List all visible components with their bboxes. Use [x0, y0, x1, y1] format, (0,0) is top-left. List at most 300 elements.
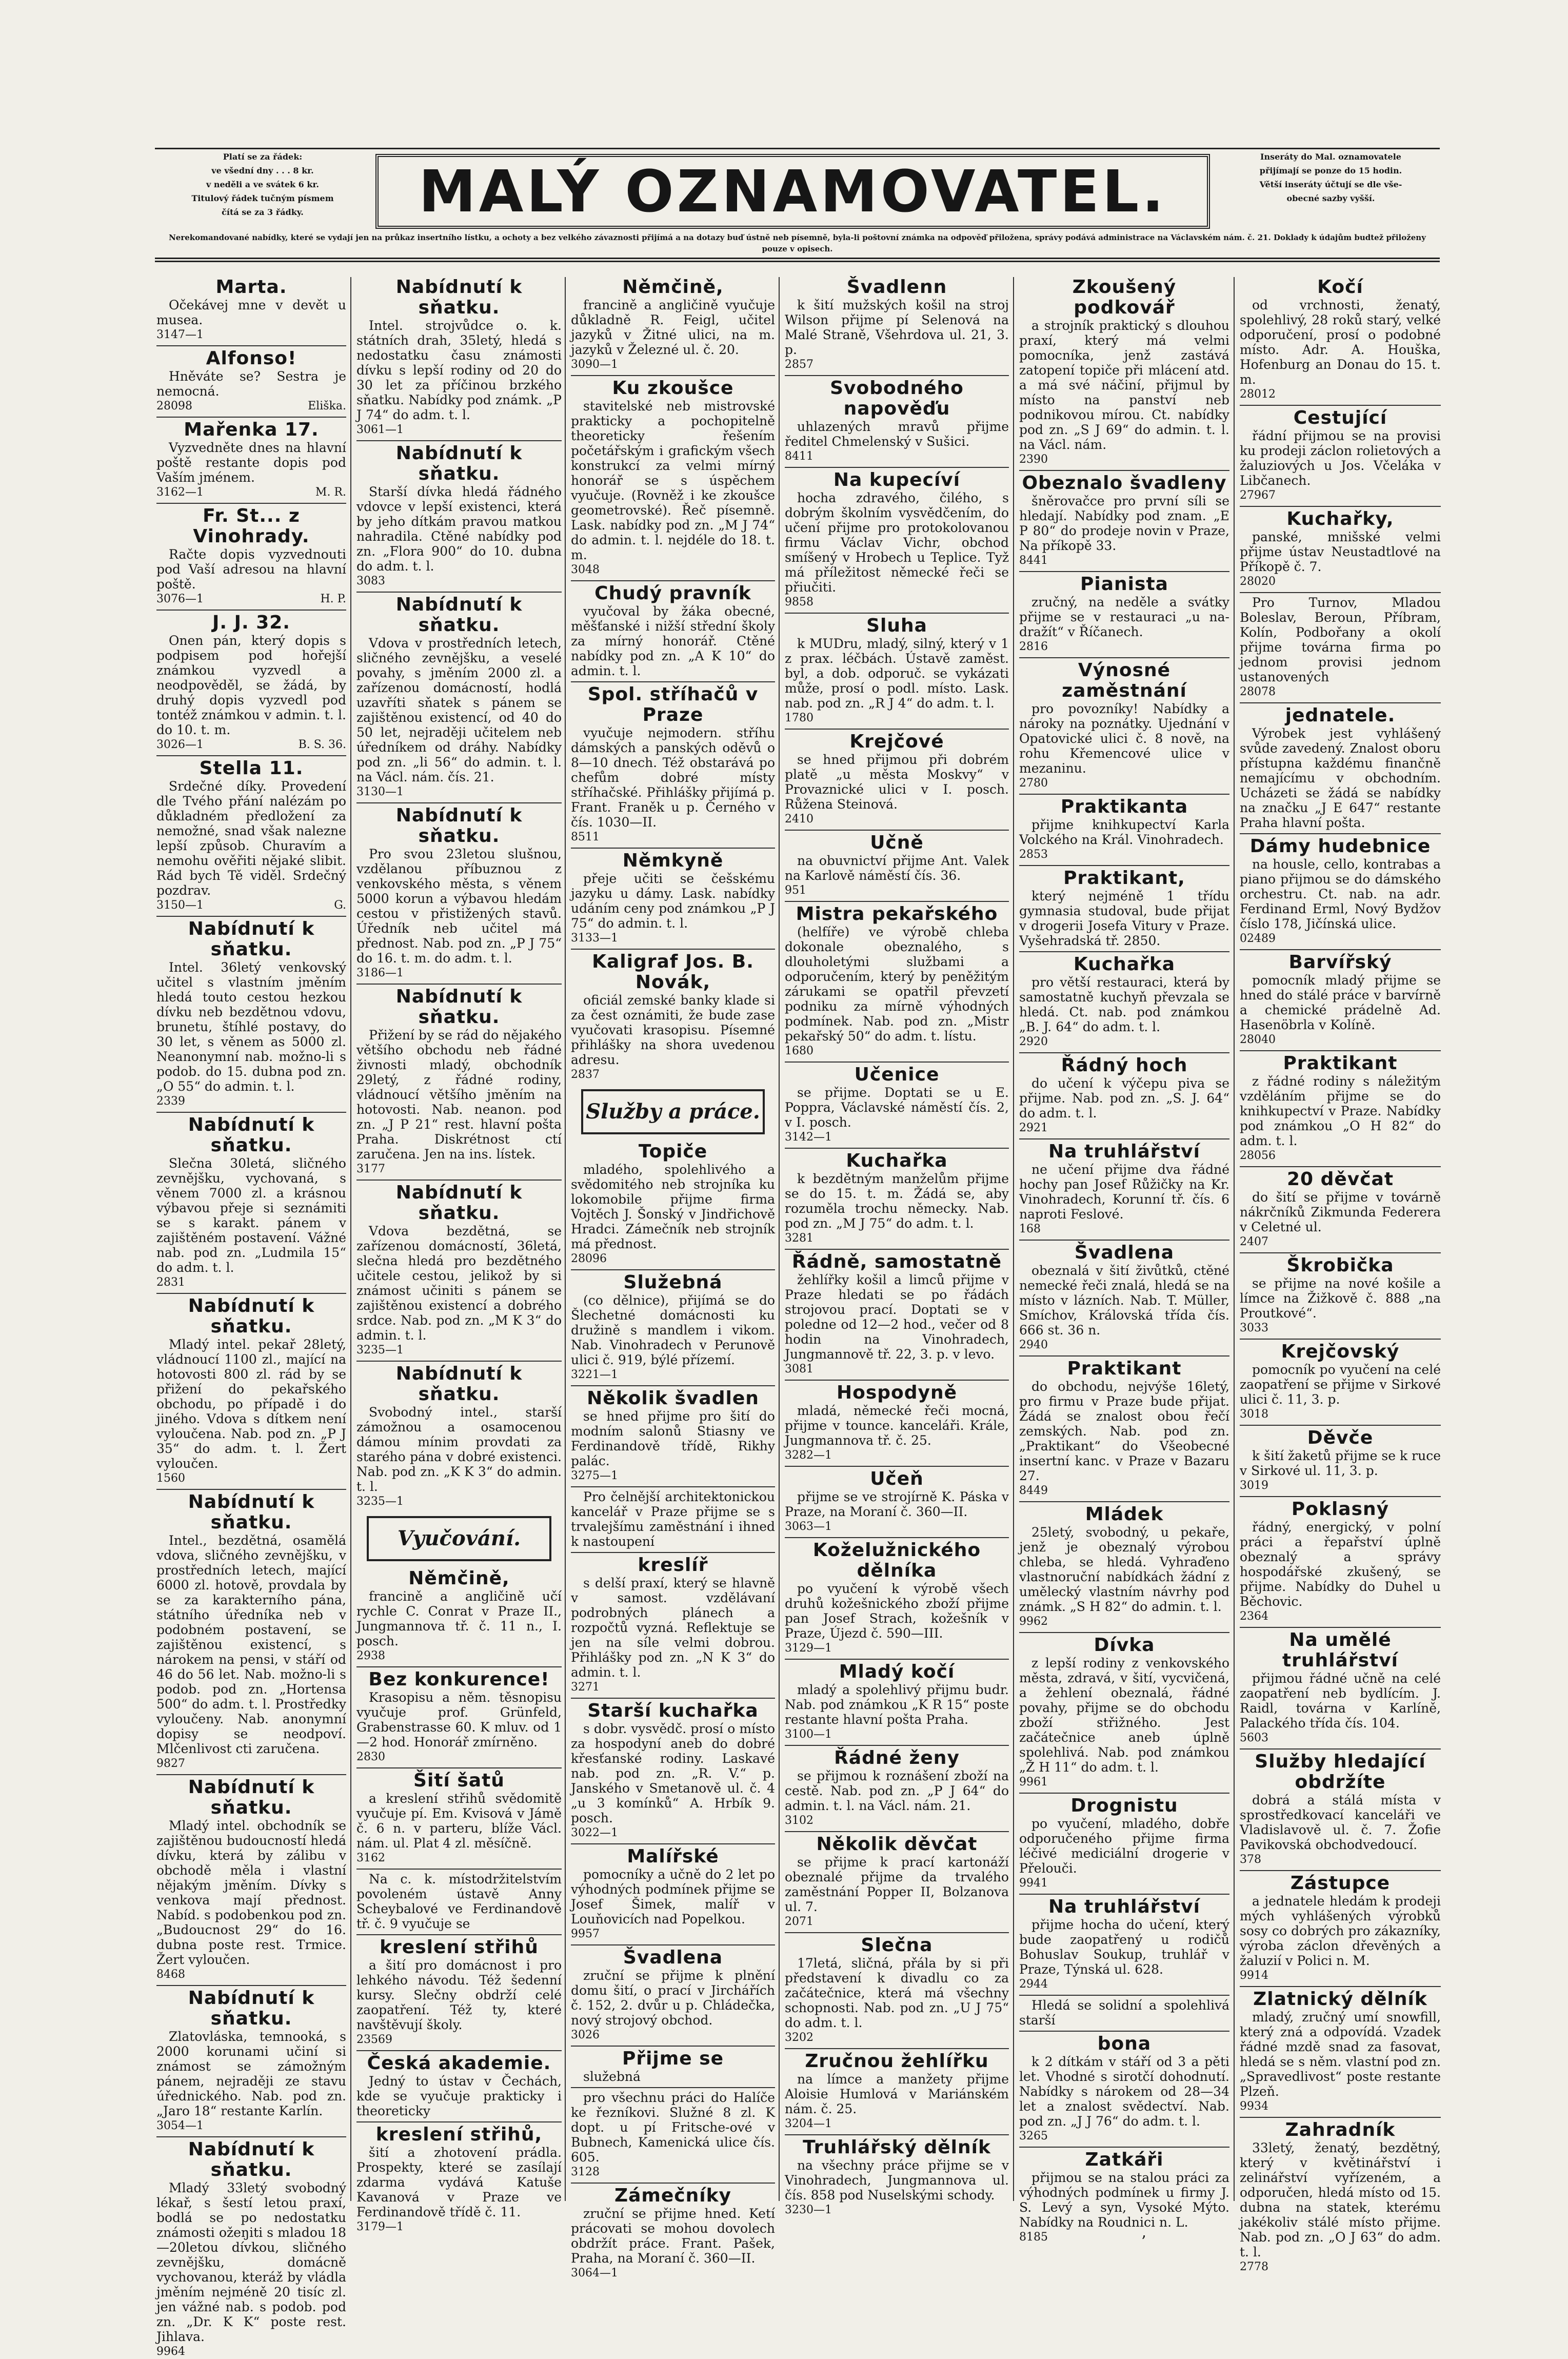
ad-reference-row	[1019, 1483, 1229, 1498]
ad-title: Ku zkoušce	[612, 378, 734, 399]
ad-reference-number: 3054—1	[156, 2119, 204, 2132]
classified-ad	[156, 1293, 346, 1486]
ad-reference-row	[356, 1494, 562, 1509]
ad-reference-row	[1240, 2099, 1441, 2114]
ad-text: Mladý intel. obchodník se zajištěnou budoucností hledá dívku, která by zálibu v obchodě měla i vlastní nějakým jměním. Dívky s venkova mají přednost. Nabíd. s podobenkou pod zn. „Budoucnost 29“ do 16. dubna poste rest. Trmice. Žert vyloučen.	[156, 1818, 346, 1967]
ad-reference-number: 3275—1	[571, 1469, 618, 1482]
ad-title: J. J. 32.	[212, 612, 290, 633]
ad-reference-number: 3090—1	[571, 358, 618, 371]
ad-title: Poklasný	[1291, 1499, 1390, 1520]
ad-reference-number: 3061—1	[356, 423, 404, 436]
ad-title: Praktikant	[1067, 1358, 1182, 1379]
column-divider	[779, 277, 780, 2201]
ad-text: Pro svou 23letou slušnou, vzdělanou příbuznou z venkovského města, s věnem 5000 korun a výbavou hledám cestou v přistižených stavů. Úředník neb učitel má přednost. Nab. pod zn. „P J 75“ do 16. t. m. do adm. t. l.	[356, 847, 562, 966]
classified-ad	[571, 1698, 775, 1840]
classified-ad	[1019, 657, 1229, 791]
info-line: Inseráty do Mal. oznamovatele	[1260, 152, 1401, 162]
ad-text: přijme hocha do učení, který bude zaopatřený u rodičů Bohuslav Soukup, truhlář v Praze, Týnská ul. 628.	[1019, 1917, 1229, 1977]
classified-ad	[571, 1843, 775, 1941]
ad-text: a strojník praktický s dlouhou praxí, který má velmi pomocníka, jenž zastává zatopení topiče při mlácení atd. a má své náčiní, přijmul by místo na panství neb podnikovou mírou. Ct. nabídky pod zn. „S J 69“ do admin. t. l. na Václ. nám.	[1019, 318, 1229, 452]
classified-ad	[1019, 2031, 1229, 2144]
ad-title: Několik švadlen	[587, 1388, 759, 1409]
ad-reference-number: 3142—1	[785, 1131, 832, 1144]
page-mark: ’	[1141, 2233, 1146, 2251]
ad-column	[1240, 277, 1441, 2273]
ad-text: Srdečné díky. Provedení dle Tvého přání nalézám po důkladném předložení za nemožné, snad však nalezne lepší způsob. Churavím a nemohu ověřiti nějaké slibit. Rád bych Tě viděl. Srdečný pozdrav.	[156, 779, 346, 898]
ad-reference-number: 3033	[1240, 1322, 1268, 1334]
ad-reference-row	[156, 2118, 346, 2133]
classified-ad	[1019, 277, 1229, 467]
ad-reference-number: 3179—1	[356, 2220, 404, 2233]
ad-title: Nabídnutí k sňatku.	[395, 1363, 523, 1405]
ad-reference-row	[156, 2344, 346, 2359]
ad-title: Cestující	[1293, 407, 1387, 428]
classified-ad	[1019, 1355, 1229, 1498]
classified-ad	[156, 916, 346, 1109]
ad-text: se hned přijme pro šití do modním salonů Stiasny ve Ferdinandově třídě, Rikhy palác.	[571, 1409, 775, 1468]
ad-reference-number: 2938	[356, 1649, 385, 1662]
classified-ad	[571, 2046, 775, 2084]
classified-ad	[785, 1932, 1009, 2045]
ad-title: 20 děvčat	[1286, 1169, 1394, 1190]
ad-title: Pianista	[1080, 574, 1168, 595]
ad-reference-row	[785, 1727, 1009, 1742]
ad-reference-number: 9961	[1019, 1776, 1048, 1788]
ad-title: bona	[1097, 2033, 1152, 2054]
ad-text: Intel. 36letý venkovský učitel s vlastním jměním hledá touto cestou hezkou dívku neb bezdětnou vdovu, brunetu, štíhlé postavy, do 30 let, s věnem as 5000 zl. Neanonymní nab. možno-li s podob. do 15. dubna pod zn. „O 55“ do admin. t. l.	[156, 960, 346, 1094]
ad-reference-number: 02489	[1240, 932, 1276, 945]
ad-title: Praktikanta	[1060, 796, 1188, 817]
ad-reference-number: 3100—1	[785, 1728, 832, 1741]
ad-title: Koželužnického dělníka	[812, 1540, 981, 1581]
ad-text: služebná	[583, 2069, 641, 2084]
ad-reference-row	[571, 2028, 775, 2042]
ad-title: Kočí	[1317, 277, 1363, 298]
ad-reference-number: 23569	[356, 2033, 392, 2046]
ad-reference-row	[785, 2203, 1009, 2217]
classified-ad	[356, 1767, 562, 1865]
ad-signature: H. P.	[320, 593, 346, 605]
pricing-box	[155, 150, 370, 232]
ad-reference-number: 3026—1	[156, 738, 204, 751]
ad-text: k 2 dítkám v stáří od 3 a pěti let. Vhodné s sirotčí dohodnutí. Nabídky s nárokem od 28—34 let a znalost svědectví. Nab. pod zn. „J J 76“ do adm. t. l.	[1019, 2054, 1229, 2129]
ad-reference-number: 5603	[1240, 1732, 1268, 1744]
ad-text: přijmou řádné učně na celé zaopatření neb bydlícím. J. Raidl, továrna v Karlíně, Palackého třída čís. 104.	[1240, 1671, 1441, 1731]
ad-text: Mladý 33letý svobodný lékař, s šestí letou praxí, bodlá se po nedostatku známosti ožeŋiti s mladou 18—20letou dívkou, sličného zevnějšku, domácně vychovanou, kteráž by vládla jměním nejméně 20 tisíc zl. jen vážné nab. s podob. pod zn. „Dr. K K“ poste rest. Jihlava.	[156, 2180, 346, 2344]
ad-text: Zlatovláska, temnooká, s 2000 korunami učiní si známost se zámožným pánem, nejraději ze stavu úřednického. Nab. pod zn. „Jaro 18“ restante Karlín.	[156, 2029, 346, 2118]
classified-ad	[571, 949, 775, 1082]
ad-title: Krejčovský	[1281, 1341, 1400, 1362]
ad-reference-row	[785, 2030, 1009, 2045]
ad-reference-row	[356, 422, 562, 437]
section-heading: Služby a práce.	[581, 1089, 765, 1134]
ad-text: vyučoval by žáka obecné, měšťanské i nižší střední školy za mírný honorář. Ctěné nabídky pod zn. „A K 10“ do admin. t. l.	[571, 604, 775, 678]
ad-reference-number: 951	[785, 884, 806, 897]
ad-text: se přijme k prací kartonáží obeznalé přijme da trvalého zaměstnání Popper II, Bolzanova ul. 7.	[785, 1855, 1009, 1914]
classified-ad	[1240, 702, 1441, 830]
ad-title: Praktikant	[1283, 1053, 1398, 1074]
classified-ad	[1240, 1339, 1441, 1422]
ad-reference-number: 2944	[1019, 1978, 1048, 1991]
classified-ad	[156, 1489, 346, 1771]
ad-text: zruční se přijme k plnění domu šití, o prací v Jirchářích č. 152, 2. dvůr u p. Chládečka, nový strojový obchod.	[571, 1968, 775, 2028]
ad-reference-row	[356, 784, 562, 799]
ad-text: (co dělnice), přijímá se do Šlechetné domácnosti ku družině s mandlem i vikom. Nab. Vinohradech v Perunově ulici č. 919, býlé přízemí.	[571, 1293, 775, 1367]
classified-ad	[785, 613, 1009, 725]
classified-ad	[1019, 951, 1229, 1049]
classified-ad	[1019, 1052, 1229, 1135]
ad-reference-number: 3162	[356, 1852, 385, 1864]
ad-reference-row	[571, 2266, 775, 2281]
ad-title: Stella 11.	[199, 758, 304, 779]
ad-reference-row	[1019, 452, 1229, 467]
ad-reference-number: 3186—1	[356, 967, 404, 979]
ad-reference-row	[156, 898, 346, 913]
ad-reference-row	[571, 1680, 775, 1695]
ad-text: Vyzvedněte dnes na hlavní poště restante dopis pod Vaším jménem.	[156, 440, 346, 485]
ad-reference-row	[1019, 776, 1229, 791]
ad-title: Kuchařka	[846, 1150, 948, 1171]
ad-text: přeje učiti se češskému jazyku u dámy. Lask. nabídky udáním ceny pod známkou „P J 75“ do admin. t. l.	[571, 871, 775, 931]
classified-ad	[1019, 1632, 1229, 1790]
ad-reference-number: 27967	[1240, 489, 1276, 502]
ad-title: Nabídnutí k sňatku.	[395, 277, 523, 318]
ad-reference-row	[1240, 1148, 1441, 1163]
ad-text: Výrobek jest vyhlášený svůde zavedený. Znalost oboru přístupna každému finančně nemajícímu v obchodním. Ucházeti se žádá se nabídky na značku „J E 647“ restante Praha hlavní pošta.	[1240, 726, 1441, 830]
ad-title: Fr. St... z Vinohrady.	[193, 505, 310, 547]
masthead-note: Nerekomandované nabídky, které se vydají jen na průkaz insertního lístku, a ochoty a bez velkého závaznosti přijímá a na dotazy buď ústně neb písemně, byla-li poštovní známka na odpověď přiložena, správy podává administrace na Václavském nám. č. 21. Doklady k údajům budtež přiloženy pouze v opisech.	[169, 233, 1426, 253]
classified-ad	[785, 901, 1009, 1058]
ad-reference-row	[571, 931, 775, 946]
ad-reference-row	[785, 1641, 1009, 1656]
ad-reference-number: 3265	[1019, 2130, 1048, 2142]
ad-reference-row	[785, 1914, 1009, 1929]
ad-title: Marta.	[215, 277, 287, 298]
ad-reference-row	[785, 1231, 1009, 1246]
ad-title: Zkoušený podkovář	[1072, 277, 1177, 318]
ad-reference-number: 3129—1	[785, 1642, 832, 1655]
ad-text: od vrchnosti, ženatý, spolehlivý, 28 roků starý, velké odporučení, prosí o podobné místo. Adr. A. Houška, Hofenburg an Donau do 15. t. m.	[1240, 298, 1441, 387]
pricing-line: čítá se za 3 řádky.	[222, 207, 304, 217]
ad-reference-number: 2778	[1240, 2260, 1268, 2273]
ad-title: Nabídnutí k sňatku.	[395, 594, 523, 636]
ad-title: Na kupecíví	[833, 469, 961, 490]
ad-text: do obchodu, nejvýše 16letý, pro firmu v Praze bude přijat. Žádá se znalost obou řečí zemských. Nab. pod zn. „Praktikant“ do Všeobecné insertní kanc. v Praze v Bazaru 27.	[1019, 1379, 1229, 1483]
ad-title: Barvířský	[1288, 952, 1392, 973]
ad-text: Vdova v prostředních letech, sličného zevnějšku, a veselé povahy, s jměním 2000 zl. a zařízenou domácností, hodlá uzavříti sňatek s pánem se zajištěnou existencí, od 40 do 50 let, nejraději učitelem neb úředníkem od dráhy. Nabídky pod zn. „li 56“ do admin. t. l. na Václ. nám. čís. 21.	[356, 636, 562, 784]
ad-title: Nabídnutí k sňatku.	[395, 443, 523, 484]
ad-title: Malířské	[627, 1846, 719, 1867]
ad-reference-row	[1240, 574, 1441, 589]
ad-reference-number: 2410	[785, 813, 813, 825]
classified-ad	[571, 1142, 775, 1266]
ad-title: Učně	[870, 832, 924, 853]
ad-title: Švadlenn	[846, 277, 947, 298]
classified-ad	[1240, 277, 1441, 402]
classified-ad	[785, 1466, 1009, 1534]
ad-reference-row	[1240, 931, 1441, 946]
ad-reference-number: 3128	[571, 2166, 600, 2178]
ad-column	[356, 277, 562, 2233]
classified-ad	[156, 277, 346, 342]
ad-title: Drognistu	[1070, 1795, 1178, 1816]
ad-reference-row	[571, 1468, 775, 1483]
ad-reference-row	[156, 737, 346, 752]
ad-text: oficiál zemské banky klade si za čest oznámiti, že bude zase vyučovati krasopisu. Písemné přihlášky na shora uvedenou adresu.	[571, 993, 775, 1067]
ad-text: a kreslení střihů svědomitě vyučuje pí. Em. Kvisová v Jámě č. 6 n. v parteru, blíže Václ. nám. ul. Plat 4 zl. měsíčně.	[356, 1791, 562, 1851]
classified-ad	[571, 681, 775, 844]
insertion-info-box	[1222, 150, 1440, 232]
ad-title: Němčině,	[408, 1568, 510, 1589]
ad-title: Na truhlářství	[1048, 1141, 1200, 1162]
ad-title: Sluha	[866, 615, 927, 636]
ad-reference-row	[1240, 387, 1441, 402]
classified-ad	[1019, 1894, 1229, 1992]
ad-text: Starší dívka hledá řádného vdovce v lepší existenci, která by jeho dítkám pravou matkou nahradila. Ctěné nabídky pod zn. „Flora 900“ do 10. dubna do adm. t. l.	[356, 484, 562, 574]
classified-ad	[156, 1985, 346, 2133]
ad-reference-row	[571, 830, 775, 844]
ad-text: šití a zhotovení prádla. Prospekty, které se zasílají zdarma vydává Katuše Kavanová v Praze ve Ferdinandově třídě č. 11.	[356, 2145, 562, 2219]
ad-text: Svobodný intel., starší zámožnou a osamocenou dámou mínim provdati za starého pána v dobré existenci. Nab. pod zn. „K K 3“ do admin. t. l.	[356, 1405, 562, 1494]
ad-reference-number: 2921	[1019, 1122, 1048, 1134]
ad-reference-row	[1019, 1876, 1229, 1891]
ad-reference-number: 2940	[1019, 1339, 1048, 1351]
ad-reference-row	[1240, 488, 1441, 503]
ad-reference-number: 2780	[1019, 777, 1048, 790]
ad-reference-row	[785, 1813, 1009, 1828]
ad-text: po vyučení k výrobě všech druhů kožešnického zboží přijme pan Josef Strach, kožešník v Praze, Újezd č. 590—III.	[785, 1581, 1009, 1641]
ad-text: Očekávej mne v devět u musea.	[156, 298, 346, 327]
ad-text: z lepší rodiny z venkovského města, zdravá, v šití, vycvičená, a žehlení obeznalá, řádné povahy, přijme se do obchodu zboží střižného. Jest začátečnice aneb úplně spolehlivá. Nab. pod známkou „Ž H 11“ do adm. t. l.	[1019, 1656, 1229, 1775]
classified-ad	[785, 1745, 1009, 1828]
ad-reference-row	[571, 2165, 775, 2179]
ad-reference-number: 3235—1	[356, 1344, 404, 1357]
ad-text: z řádné rodiny s náležitým vzděláním přijme se do knihkupectví v Praze. Nabídky pod známkou „O H 82“ do adm. t. l.	[1240, 1074, 1441, 1148]
ad-reference-number: 1680	[785, 1045, 813, 1057]
classified-ad	[571, 580, 775, 678]
ad-title: Švadlena	[623, 1947, 723, 1968]
ad-text: Jedný to ústav v Čechách, kde se vyučuje prakticky i theoreticky	[356, 2074, 562, 2118]
ad-title: Nabídnutí k sňatku.	[188, 1988, 315, 2029]
ad-title: Mladý kočí	[839, 1661, 955, 1682]
ad-text: Krasopisu a něm. těsnopisu vyučuje prof. Grünfeld, Grabenstrasse 60. K mluv. od 1—2 hod. Honorář zmírněno.	[356, 1690, 562, 1749]
ad-column	[571, 277, 775, 2279]
ad-title: Bez konkurence!	[368, 1669, 550, 1690]
ad-column	[156, 277, 346, 2358]
ad-reference-number: 2071	[785, 1915, 813, 1928]
pricing-line: Platí se za řádek:	[223, 152, 303, 162]
ad-text: Intel. strojvůdce o. k. státních drah, 35letý, hledá s nedostatku času známosti dívku s lepší rodiny od 20 do 30 let za příčinou brzkého sňatku. Nabídky pod známk. „P J 74“ do adm. t. l.	[356, 318, 562, 422]
ad-signature: B. S. 36.	[298, 738, 346, 751]
ad-reference-number: 168	[1019, 1223, 1041, 1235]
ad-text: francině a angličině vyučuje důkladně R. Feigl, učitel jazyků v Žitné ulici, na m. jazyků v Železné ul. č. 20.	[571, 298, 775, 357]
classified-ad	[156, 2136, 346, 2359]
ad-reference-row	[571, 562, 775, 577]
ad-title: Mládek	[1085, 1504, 1164, 1525]
ad-reference-row	[1019, 847, 1229, 862]
ad-title: Nabídnutí k sňatku.	[395, 986, 523, 1028]
ad-text: s delší praxí, který se hlavně v samost. vzdělávaní podrobných plánech a rozpočtů vyzná. Reflektuje se jen na síle velmi dobrou. Přihlášky pod zn. „N K 3“ do admin. t. l.	[571, 1576, 775, 1680]
ad-reference-row	[571, 1825, 775, 1840]
ad-reference-number: 3271	[571, 1681, 600, 1694]
ad-reference-number: 8185	[1019, 2231, 1048, 2244]
classified-ad	[571, 1269, 775, 1382]
ad-text: obeznalá v šití živůtků, ctěné nemecké řeči znalá, hledá se na místo v lázních. Nab. T. Müller, Smíchov, Královská třída čís. 666 st. 36 n.	[1019, 1263, 1229, 1338]
classified-ad	[785, 1249, 1009, 1377]
ad-reference-row	[156, 1094, 346, 1109]
classified-ad	[785, 467, 1009, 610]
ad-text: se přijme na nové košile a límce na Žižkově č. 888 „na Proutkové“.	[1240, 1276, 1441, 1321]
ad-reference-row	[785, 2116, 1009, 2131]
ad-text: k bezdětným manželům přijme se do 15. t. m. Žádá se, aby rozuměla trochu německy. Nab. pod zn. „M J 75“ do adm. t. l.	[785, 1171, 1009, 1231]
ad-reference-row	[785, 1130, 1009, 1145]
classified-ad	[571, 1385, 775, 1483]
ad-reference-number: 1560	[156, 1472, 185, 1485]
classified-ad	[1240, 506, 1441, 589]
ad-text: pro větší restauraci, která by samostatně kuchyň převzala se hledá. Ct. nab. pod známkou „B. J. 64“ do adm. t. l.	[1019, 975, 1229, 1034]
info-line: obecné sazby vyšší.	[1286, 193, 1375, 203]
ad-reference-number: 28078	[1240, 685, 1276, 698]
ad-text: pro povozníky! Nabídky a nároky na poznátky. Ujednání v Opatovické ulici č. 8 nově, na rohu Křemencové ulice v mezaninu.	[1019, 701, 1229, 776]
ad-reference-number: 3282—1	[785, 1449, 832, 1462]
ad-reference-number: 3063—1	[785, 1520, 832, 1533]
top-rule	[155, 148, 1440, 149]
ad-reference-number: 9957	[571, 1928, 600, 1940]
classified-ad	[571, 1944, 775, 2042]
ad-reference-row	[785, 595, 1009, 610]
ad-title: Kaligraf Jos. B. Novák,	[592, 951, 754, 993]
ad-reference-row	[571, 1251, 775, 1266]
ad-title: Alfonso!	[206, 348, 297, 369]
ad-title: Praktikant,	[1063, 868, 1185, 889]
ad-reference-row	[356, 1851, 562, 1865]
ad-text: do šití se přijme v továrně nákrčníků Zikmunda Federera v Celetné ul.	[1240, 1190, 1441, 1234]
ad-reference-row	[785, 812, 1009, 827]
ad-text: stavitelské neb mistrovské prakticky a pochopitelně theoreticky řešením početářským i grafickým všech konstrukcí za velmi mírný honorář se s úspěchem vyučuje. (Rovněž i ke zkoušce geometrovské). Řeč písemně. Lask. nabídky pod zn. „M J 74“ do admin. t. l. nejdéle do 18. t. m.	[571, 399, 775, 562]
masthead	[155, 150, 1440, 235]
ad-reference-number: 9941	[1019, 1877, 1048, 1890]
classified-ad	[156, 417, 346, 500]
ad-column	[1019, 277, 1229, 2244]
ad-title: Šití šatů	[413, 1770, 505, 1791]
classified-ad	[1019, 1793, 1229, 1891]
ad-reference-number: 3150—1	[156, 899, 204, 912]
classified-ad	[1240, 1166, 1441, 1249]
ad-title: Krejčové	[849, 731, 944, 752]
classified-ad	[356, 1180, 562, 1358]
ad-text: pomocníky a učně do 2 let po výhodných podmínek přijme se Josef Šimek, malíř v Louňovicích nad Popelkou.	[571, 1867, 775, 1926]
ad-text: přijme knihkupectví Karla Volckého na Král. Vinohradech.	[1019, 817, 1229, 847]
ad-text: Hledá se solidní a spolehlivá starší	[1019, 1998, 1229, 2028]
classified-ad	[1240, 1425, 1441, 1493]
ad-text: na límce a manžety přijme Aloisie Humlová v Mariánském nám. č. 25.	[785, 2072, 1009, 2116]
ad-title: Dívka	[1094, 1635, 1155, 1656]
ad-title: Služby hledající obdržíte	[1255, 1751, 1426, 1793]
classified-ad	[356, 2050, 562, 2118]
classified-ad	[785, 375, 1009, 464]
ad-reference-row	[785, 883, 1009, 898]
ad-text: Pro čelnější architektonickou kancelář v Praze přijme se s trvalejšímu zaměstnání i ihned k nastoupení	[571, 1489, 775, 1549]
ad-reference-number: 9914	[1240, 1969, 1268, 1982]
ad-text: k šití mužských košil na stroj Wilson přijme pí Selenová na Malé Straně, Všehrdova ul. 21, 3. p.	[785, 298, 1009, 357]
ad-title: Přijme se	[622, 2048, 724, 2069]
column-divider	[1013, 277, 1014, 2201]
classified-ad	[1240, 2117, 1441, 2274]
ad-title: Řádné ženy	[834, 1747, 960, 1768]
classified-ad	[156, 610, 346, 752]
ad-text: na všechny práce přijme se v Vinohradech, Jungmannova ul. čís. 858 pod Nuselskými schody.	[785, 2158, 1009, 2203]
ad-text: Na c. k. místodržitelstvím povoleném ústavě Anny Scheybalové ve Ferdinandově tř. č. 9 vyučuje se	[356, 1872, 562, 1931]
ad-reference-row	[1019, 1614, 1229, 1629]
column-divider	[1234, 277, 1235, 2201]
ad-reference-row	[785, 1448, 1009, 1463]
ad-text: pomocník mladý přijme se hned do stálé práce v barvírně a chemické prádelně Ad. Hasenöbrla v Kolíně.	[1240, 973, 1441, 1032]
ad-text: Mladý intel. pekař 28letý, vládnoucí 1100 zl., mající na hotovosti 800 zl. rád by se přižení do pekařského obchodu, po případě i do jiného. Vdova s dítkem není vyloučena. Nab. pod zn. „P J 35“ do adm. t. l. Žert vyloučen.	[156, 1337, 346, 1471]
ad-reference-number: 2390	[1019, 453, 1048, 466]
ad-reference-row	[1240, 1731, 1441, 1745]
ad-reference-row	[1240, 1852, 1441, 1867]
ad-title: Kuchařky,	[1286, 508, 1394, 529]
ad-reference-number: 2339	[156, 1095, 185, 1108]
classified-ad	[356, 440, 562, 588]
ad-reference-number: 3133—1	[571, 932, 618, 945]
classified-ad	[571, 1486, 775, 1549]
classified-ad	[356, 984, 562, 1176]
ad-reference-row	[1240, 1032, 1441, 1047]
ad-text: mladý a spolehlivý přijmu budr. Nab. pod známkou „K R 15“ poste restante hlavní pošta Praha.	[785, 1682, 1009, 1727]
ad-reference-row	[156, 399, 346, 414]
ad-reference-row	[1019, 553, 1229, 568]
ad-text: Hněváte se? Sestra je nemocná.	[156, 369, 346, 399]
ad-title: Škrobička	[1286, 1255, 1394, 1276]
classified-ad	[1240, 833, 1441, 946]
ad-reference-row	[571, 1067, 775, 1082]
ad-reference-row	[785, 449, 1009, 464]
ad-reference-row	[571, 357, 775, 372]
ad-title: Česká akademie.	[367, 2053, 551, 2074]
ad-reference-number: 2853	[1019, 848, 1048, 861]
ad-text: který nejméně 1 třídu gymnasia studoval, bude přijat v drogerii Josefa Vitury v Praze. Vyšehradská tř. 2850.	[1019, 889, 1229, 948]
ad-text: vyučuje nejmodern. stříhu dámských a panských oděvů o 8—10 dnech. Též obstarává po chefům dobré místy stříhačské. Přihlášky přijímá p. Frant. Franěk u p. Černého v čís. 1030—II.	[571, 725, 775, 830]
ad-title: Děvče	[1307, 1427, 1374, 1448]
classified-ad	[1019, 1138, 1229, 1236]
ad-reference-row	[156, 327, 346, 342]
classified-ad	[356, 1666, 562, 1764]
ad-signature: Eliška.	[308, 400, 346, 412]
classified-ad	[785, 1061, 1009, 1145]
ad-reference-number: 2364	[1240, 1610, 1268, 1623]
ad-reference-number: 3202	[785, 2031, 813, 2044]
classified-ad	[1019, 571, 1229, 654]
ad-reference-number: 3022—1	[571, 1826, 618, 1839]
ad-reference-row	[156, 1275, 346, 1290]
classified-ad	[1240, 1748, 1441, 1867]
ad-signature: M. R.	[315, 486, 346, 499]
classified-ad	[1019, 1240, 1229, 1352]
classified-ad	[571, 277, 775, 372]
ad-text: pro všechnu práci do Halíče ke řezníkovi. Služné 8 zl. K dopt. u pí Fritsche-ové v Bubnech, Kamenická ulice čís. 605.	[571, 2090, 775, 2165]
classified-ad	[1019, 470, 1229, 568]
ad-title: Nabídnutí k sňatku.	[188, 918, 315, 960]
classified-ad	[156, 1112, 346, 1290]
classified-ad	[356, 1869, 562, 1931]
ad-reference-row	[1019, 1338, 1229, 1352]
ad-title: Mařenka 17.	[184, 419, 319, 440]
classified-ad	[1019, 2147, 1229, 2245]
ad-reference-row	[356, 1749, 562, 1764]
ad-text: a šití pro domácnost i pro lehkého návodu. Též šedenní kursy. Slečny obdrží celé zaopatření. Též ty, které navštěvují školy.	[356, 1958, 562, 2032]
ad-title: Kuchařka	[1073, 954, 1176, 975]
